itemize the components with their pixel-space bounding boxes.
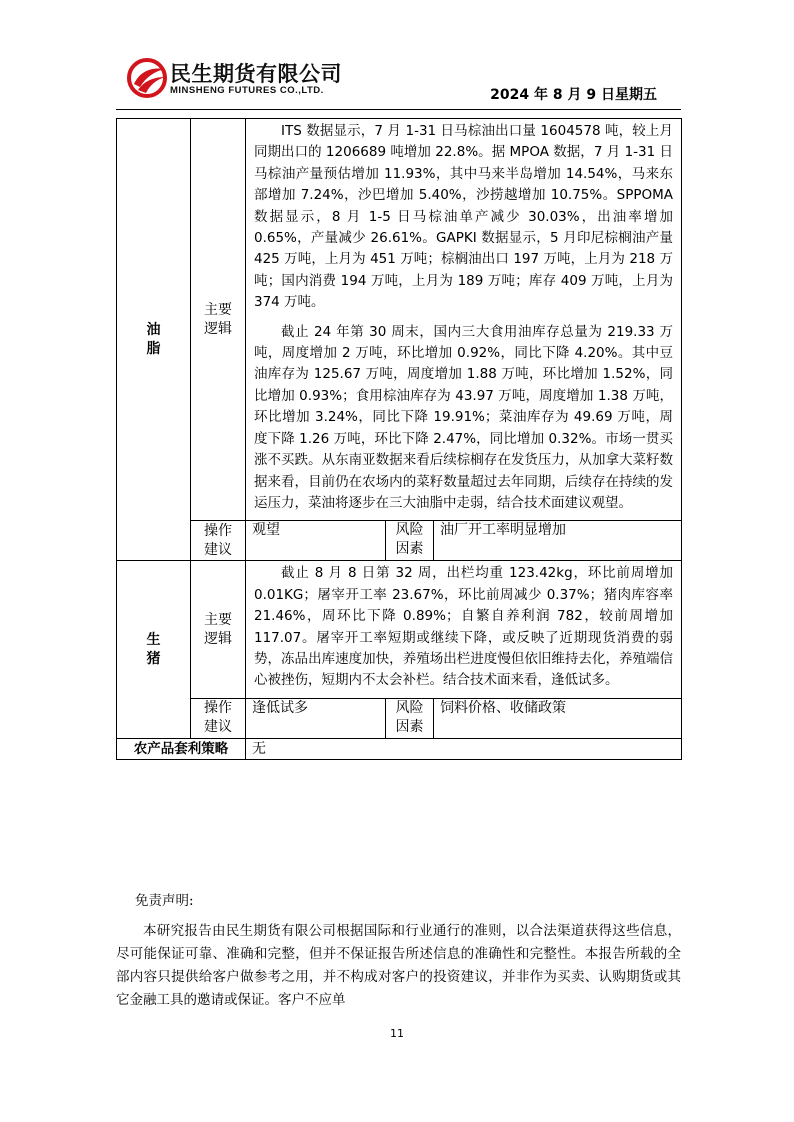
arbitrage-row (117, 738, 682, 759)
category-char: 脂 (146, 340, 161, 357)
label-line: 主要 (204, 301, 232, 318)
strategy-table (116, 118, 682, 760)
label-line: 操作 (204, 522, 232, 539)
oil-logic-content (246, 119, 682, 521)
label-line: 操作 (204, 700, 232, 717)
label-line: 逻辑 (204, 630, 232, 647)
label-line: 逻辑 (204, 320, 232, 337)
minsheng-logo-icon (126, 57, 168, 99)
category-char: 猪 (146, 650, 161, 667)
disclaimer (116, 890, 681, 1012)
logic-paragraph: ITS 数据显示，7 月 1-31 日马棕油出口量 1604578 吨，较上月同期出口的 1206689 吨增加 22.8%。据 MPOA 数据，7 月 1-31 日马棕油产量预估增加 11.93%，其中马来半岛增加 14.54%，马来东部增加 7.24%，沙巴增加 5.40%，沙捞越增加 10.75%。SPPOMA 数据显示，8 月 1-5 日马棕油单产减少 30.03%，出油率增加 0.65%，产量减少 26.61%。GAPKI 数据显示，5 月印尼棕榈油产量 425 万吨，上月为 451 万吨；棕榈油出口 197 万吨，上月为 218 万吨；国内消费 194 万吨，上月为 189 万吨；库存 409 万吨，上月为 374 万吨。 (254, 123, 674, 311)
logic-paragraph: 截止 8 月 8 日第 32 周，出栏均重 123.42kg，环比前周增加 0.01KG；屠宰开工率 23.67%，环比前周减少 0.37%；猪肉库容率 21.46%，周环比下降 0.89%；自繁自养利润 782，较前周增加 117.07。屠宰开工率短期或继续下降，或反映了近期现货消费的弱势，冻品出库速度加快，养殖场出栏进度慢但依旧维持去化，养殖端信心被挫伤，短期内不太会补栏。结合技术面来看，逢低试多。 (254, 565, 674, 689)
advice-label (191, 698, 246, 738)
label-line: 风险 (395, 699, 424, 716)
category-hog (117, 561, 191, 738)
label-line: 建议 (204, 719, 232, 736)
company-logo (126, 57, 366, 103)
hog-logic-content (246, 561, 682, 698)
risk-label (386, 698, 434, 738)
hog-advice-row (117, 698, 682, 738)
logic-label (191, 119, 246, 521)
hog-logic-row (117, 561, 682, 698)
page-number: 11 (390, 1027, 404, 1040)
disclaimer-title: 免责声明: (135, 893, 194, 909)
risk-label (386, 521, 434, 561)
logic-paragraph: 截止 24 年第 30 周末，国内三大食用油库存总量为 219.33 万吨，周度增加 2 万吨，环比增加 0.92%，同比下降 4.20%。其中豆油库存为 125.67 万吨，周度增加 1.88 万吨，环比增加 1.52%，同比增加 0.93%；食用棕油库存为 43.97 万吨，周度增加 1.38 万吨，环比增加 3.24%，同比下降 19.91%；菜油库存为 49.69 万吨，周度下降 1.26 万吨，环比下降 2.47%，同比增加 0.32%。市场一贯买涨不买跌。从东南亚数据来看后续棕榈存在发货压力，从加拿大菜籽数据来看，目前仍在农场内的菜籽数量超过去年同期，后续存在持续的发运压力，菜油将逐步在三大油脂中走弱，结合技术面建议观望。 (254, 323, 674, 511)
oil-logic-row (117, 119, 682, 521)
company-name-en: MINSHENG FUTURES CO.,LTD. (170, 85, 324, 96)
oil-risk: 油厂开工率明显增加 (434, 521, 682, 561)
header-rule (116, 109, 681, 110)
label-line: 因素 (395, 718, 424, 735)
label-line: 风险 (395, 522, 424, 539)
oil-advice-row (117, 521, 682, 561)
disclaimer-body: 本研究报告由民生期货有限公司根据国际和行业通行的准则，以合法渠道获得这些信息，尽可能保证可靠、准确和完整，但并不保证报告所述信息的准确性和完整性。本报告所载的全部内容只提供给客户做参考之用，并不构成对客户的投资建议，并非作为买卖、认购期货或其它金融工具的邀请或保证。客户不应单 (116, 923, 681, 1008)
label-line: 因素 (395, 541, 424, 558)
company-name-cn: 民生期货有限公司 (170, 62, 342, 86)
hog-risk: 饲料价格、收储政策 (434, 698, 682, 738)
oil-advice: 观望 (246, 521, 386, 561)
category-char: 生 (146, 631, 161, 648)
advice-label (191, 521, 246, 561)
category-char: 油 (146, 321, 161, 338)
arbitrage-value: 无 (246, 738, 682, 759)
label-line: 建议 (204, 541, 232, 558)
page-header (0, 0, 794, 112)
report-date: 2024 年 8 月 9 日星期五 (490, 87, 657, 103)
logic-label (191, 561, 246, 698)
arbitrage-label: 农产品套利策略 (117, 738, 246, 759)
hog-advice: 逢低试多 (246, 698, 386, 738)
category-oil (117, 119, 191, 561)
label-line: 主要 (204, 611, 232, 628)
